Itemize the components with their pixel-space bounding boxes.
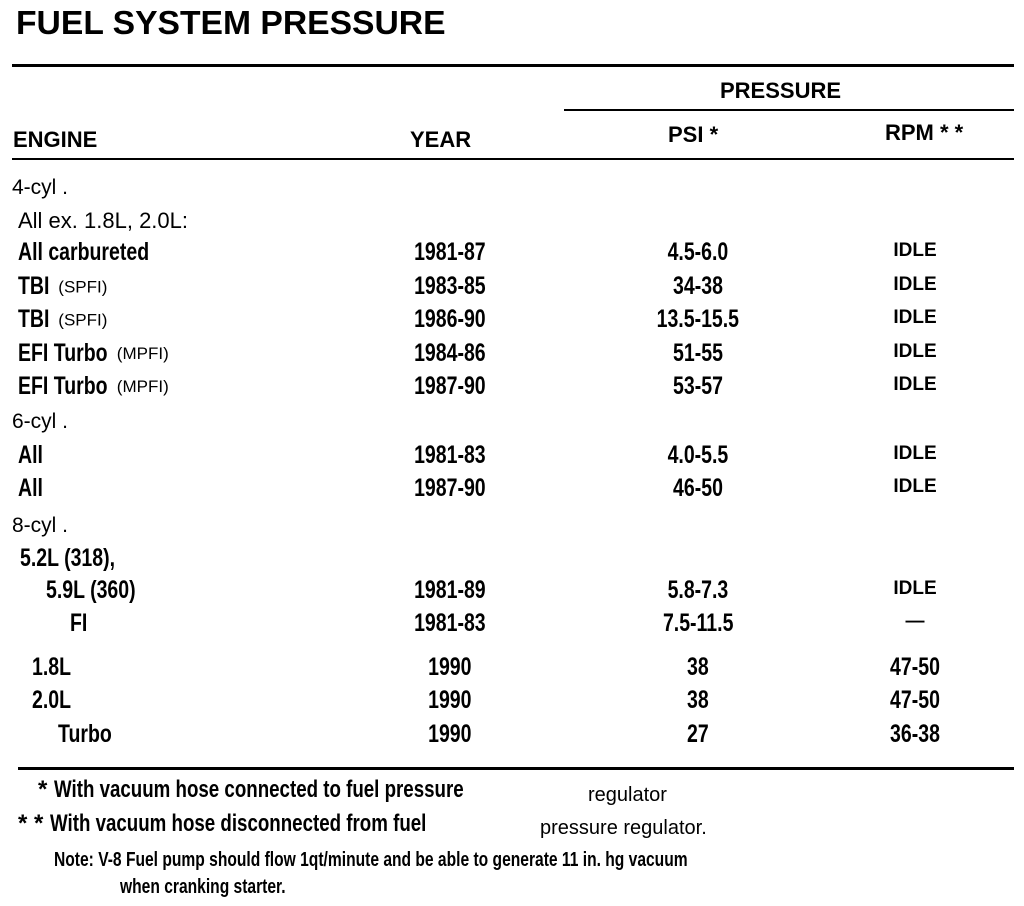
engine-suffix: (MPFI) xyxy=(116,377,169,397)
engine-cell: All carbureted xyxy=(18,238,150,266)
rpm-cell xyxy=(850,544,980,573)
year-cell: 1990 xyxy=(428,686,472,714)
year-cell: 1987-90 xyxy=(414,372,486,400)
table-row xyxy=(0,339,1024,373)
year-cell xyxy=(380,544,520,573)
table-row xyxy=(0,514,1024,548)
bottom-rule xyxy=(18,767,1014,770)
footnote-psi-text: With vacuum hose connected to fuel pressure xyxy=(54,776,464,803)
rpm-cell: IDLE xyxy=(893,341,937,362)
rpm-cell: 36-38 xyxy=(890,720,940,748)
year-cell xyxy=(380,514,520,543)
year-cell: 1981-83 xyxy=(414,441,486,469)
rpm-cell: IDLE xyxy=(893,578,937,599)
footnote-rpm xyxy=(18,810,533,838)
engine-suffix: (MPFI) xyxy=(116,344,169,364)
engine-cell: EFI Turbo (MPFI) xyxy=(18,372,169,400)
header-psi: PSI * xyxy=(668,122,719,147)
engine-cell: TBI (SPFI) xyxy=(18,272,108,300)
psi-cell xyxy=(618,208,778,237)
engine-cell: 6-cyl . xyxy=(12,410,69,433)
engine-suffix: (SPFI) xyxy=(58,310,108,330)
rpm-cell xyxy=(850,514,980,543)
year-cell: 1990 xyxy=(428,653,472,681)
psi-cell: 5.8-7.3 xyxy=(667,576,729,604)
engine-cell: 2.0L xyxy=(32,686,72,714)
top-rule xyxy=(12,64,1014,67)
psi-cell: 13.5-15.5 xyxy=(656,305,740,333)
year-cell: 1987-90 xyxy=(414,474,486,502)
note-line-2: when cranking starter. xyxy=(120,876,286,898)
year-cell xyxy=(380,410,520,439)
engine-cell: All xyxy=(18,441,43,469)
psi-cell: 46-50 xyxy=(673,474,723,502)
table-row xyxy=(0,686,1024,720)
table-row xyxy=(0,305,1024,339)
engine-cell: 5.2L (318), xyxy=(20,544,116,572)
rpm-cell: IDLE xyxy=(893,240,937,261)
footnote-psi-end xyxy=(588,780,667,808)
engine-suffix: (SPFI) xyxy=(58,277,108,297)
header-rule xyxy=(12,158,1014,160)
table-row xyxy=(0,272,1024,306)
engine-cell: EFI Turbo (MPFI) xyxy=(18,339,169,367)
year-cell: 1990 xyxy=(428,720,472,748)
year-cell: 1986-90 xyxy=(414,305,486,333)
pressure-rule xyxy=(564,109,1014,111)
psi-cell: 4.0-5.5 xyxy=(667,441,729,469)
rpm-cell: IDLE xyxy=(893,476,937,497)
psi-cell xyxy=(618,410,778,439)
year-cell xyxy=(380,208,520,237)
rpm-cell: IDLE xyxy=(893,443,937,464)
table-row xyxy=(0,544,1024,578)
rpm-cell xyxy=(850,410,980,439)
table-row xyxy=(0,176,1024,210)
header-rpm: RPM * * xyxy=(885,120,964,145)
footnote-rpm-text: With vacuum hose disconnected from fuel xyxy=(50,810,427,837)
table-row xyxy=(0,720,1024,754)
table-row xyxy=(0,653,1024,687)
year-cell: 1981-87 xyxy=(414,238,486,266)
engine-cell: 4-cyl . xyxy=(12,176,69,199)
rpm-cell: — xyxy=(905,611,925,632)
engine-cell: 1.8L xyxy=(32,653,72,681)
footnote-rpm-star: * * xyxy=(18,810,44,837)
header-pressure: PRESSURE xyxy=(720,78,842,103)
table-row xyxy=(0,474,1024,508)
engine-cell: All ex. 1.8L, 2.0L: xyxy=(18,208,188,233)
rpm-cell: IDLE xyxy=(893,307,937,328)
psi-cell: 53-57 xyxy=(673,372,723,400)
psi-cell: 34-38 xyxy=(673,272,723,300)
year-cell: 1984-86 xyxy=(414,339,486,367)
table-row xyxy=(0,576,1024,610)
engine-cell: All xyxy=(18,474,43,502)
year-cell: 1983-85 xyxy=(414,272,486,300)
year-cell: 1981-89 xyxy=(414,576,486,604)
psi-cell: 38 xyxy=(687,653,709,681)
engine-cell: Turbo xyxy=(58,720,112,748)
psi-cell: 4.5-6.0 xyxy=(667,238,729,266)
footnote-rpm-end xyxy=(540,813,707,841)
engine-cell: 8-cyl . xyxy=(12,514,69,537)
psi-cell: 38 xyxy=(687,686,709,714)
header-year: YEAR xyxy=(410,127,472,152)
psi-cell xyxy=(618,176,778,205)
year-cell: 1981-83 xyxy=(414,609,486,637)
header-engine: ENGINE xyxy=(13,127,98,152)
rpm-cell: 47-50 xyxy=(890,653,940,681)
footnote-psi xyxy=(38,776,579,804)
psi-cell: 27 xyxy=(687,720,709,748)
psi-cell: 7.5-11.5 xyxy=(662,609,734,637)
table-row xyxy=(0,208,1024,242)
psi-cell: 51-55 xyxy=(673,339,723,367)
psi-cell xyxy=(618,514,778,543)
rpm-cell: 47-50 xyxy=(890,686,940,714)
table-row xyxy=(0,372,1024,406)
footnote-rpm-text-end: pressure regulator. xyxy=(540,817,707,839)
table-row xyxy=(0,238,1024,272)
year-cell xyxy=(380,176,520,205)
rpm-cell xyxy=(850,208,980,237)
note-line-1: Note: V-8 Fuel pump should flow 1qt/minute and be able to generate 11 in. hg vacuum xyxy=(54,849,688,871)
rpm-cell xyxy=(850,176,980,205)
table-row xyxy=(0,609,1024,643)
rpm-cell: IDLE xyxy=(893,374,937,395)
footnote-psi-text-end: regulator xyxy=(588,784,667,806)
engine-cell: 5.9L (360) xyxy=(46,576,136,604)
page-title: FUEL SYSTEM PRESSURE xyxy=(16,4,446,41)
footnote-psi-star: * xyxy=(38,776,48,803)
engine-cell: TBI (SPFI) xyxy=(18,305,108,333)
table-row xyxy=(0,441,1024,475)
psi-cell xyxy=(618,544,778,573)
engine-cell: FI xyxy=(70,609,88,637)
table-row xyxy=(0,410,1024,444)
rpm-cell: IDLE xyxy=(893,274,937,295)
